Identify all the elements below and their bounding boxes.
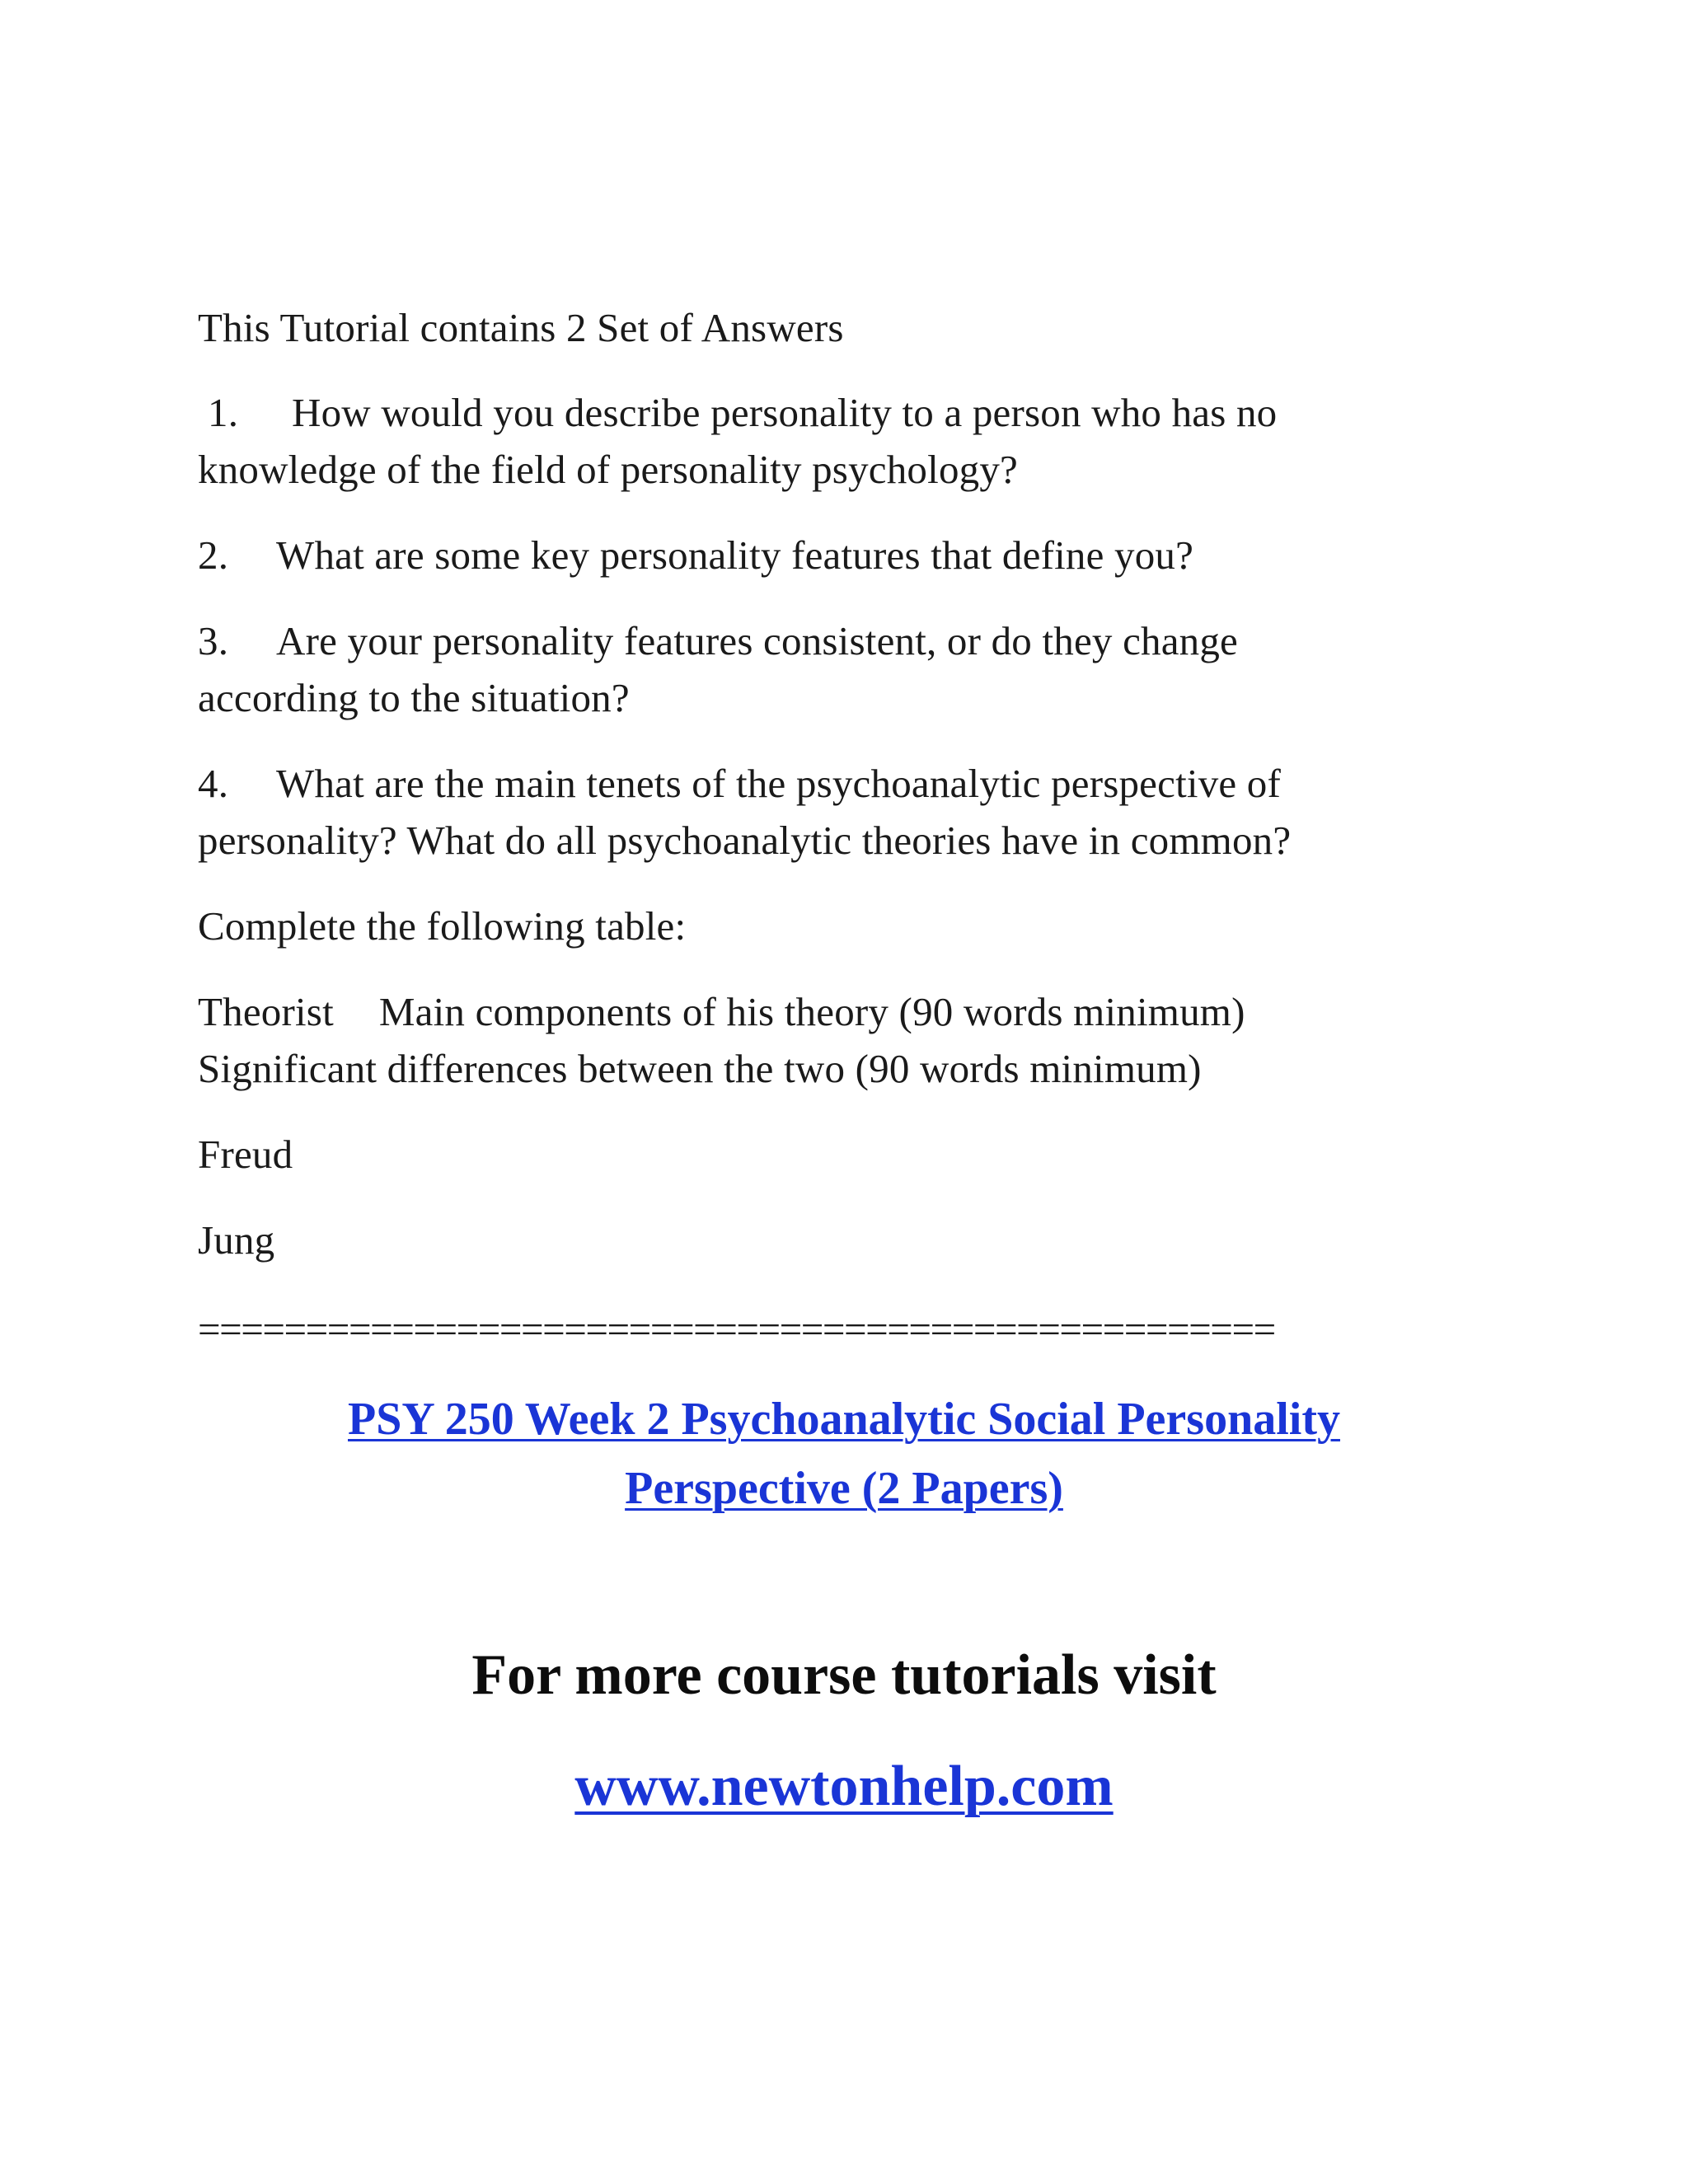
question-1-text-line-1: How would you describe personality to a person who has no	[292, 390, 1278, 435]
table-header-significant-differences: Significant differences between the two (90 words minimum)	[198, 1046, 1202, 1091]
question-4-line-1	[198, 755, 1281, 813]
table-header-line-1	[198, 983, 1245, 1041]
question-2-line-1	[198, 527, 1193, 584]
question-3-text-line-1: Are your personality features consistent, or do they change	[276, 618, 1239, 663]
table-header-main-components: Main components of his theory (90 words minimum)	[378, 989, 1245, 1034]
question-1-number: 1.	[208, 390, 239, 435]
question-3-number: 3.	[198, 618, 229, 663]
question-1-line-1	[198, 384, 1277, 442]
course-link-line-2[interactable]	[0, 1454, 1688, 1523]
table-row-jung: Jung	[198, 1217, 275, 1263]
question-3-line-2: according to the situation?	[198, 675, 630, 720]
question-2-number: 2.	[198, 532, 229, 578]
visit-text: For more course tutorials visit	[471, 1643, 1217, 1707]
course-link-line-1[interactable]	[0, 1385, 1688, 1454]
question-4-line-2: personality? What do all psychoanalytic theories have in common?	[198, 818, 1292, 863]
table-header-theorist: Theorist	[198, 989, 334, 1034]
question-1-line-2: knowledge of the field of personality psychology?	[198, 447, 1018, 492]
question-3-line-1	[198, 612, 1238, 670]
website-link[interactable]: www.newtonhelp.com	[574, 1755, 1114, 1818]
course-link-text-2[interactable]: Perspective (2 Papers)	[625, 1463, 1063, 1514]
question-2-text: What are some key personality features that define you?	[276, 532, 1194, 578]
course-link-text-1[interactable]: PSY 250 Week 2 Psychoanalytic Social Personality	[348, 1394, 1340, 1445]
separator-line: ==================================================	[198, 1306, 1275, 1352]
website-link-line[interactable]	[0, 1750, 1688, 1824]
question-4-number: 4.	[198, 761, 229, 806]
question-4-text-line-1: What are the main tenets of the psychoanalytic perspective of	[276, 761, 1282, 806]
table-instruction: Complete the following table:	[198, 903, 687, 949]
intro-text: This Tutorial contains 2 Set of Answers	[198, 305, 844, 350]
table-row-freud: Freud	[198, 1132, 293, 1177]
